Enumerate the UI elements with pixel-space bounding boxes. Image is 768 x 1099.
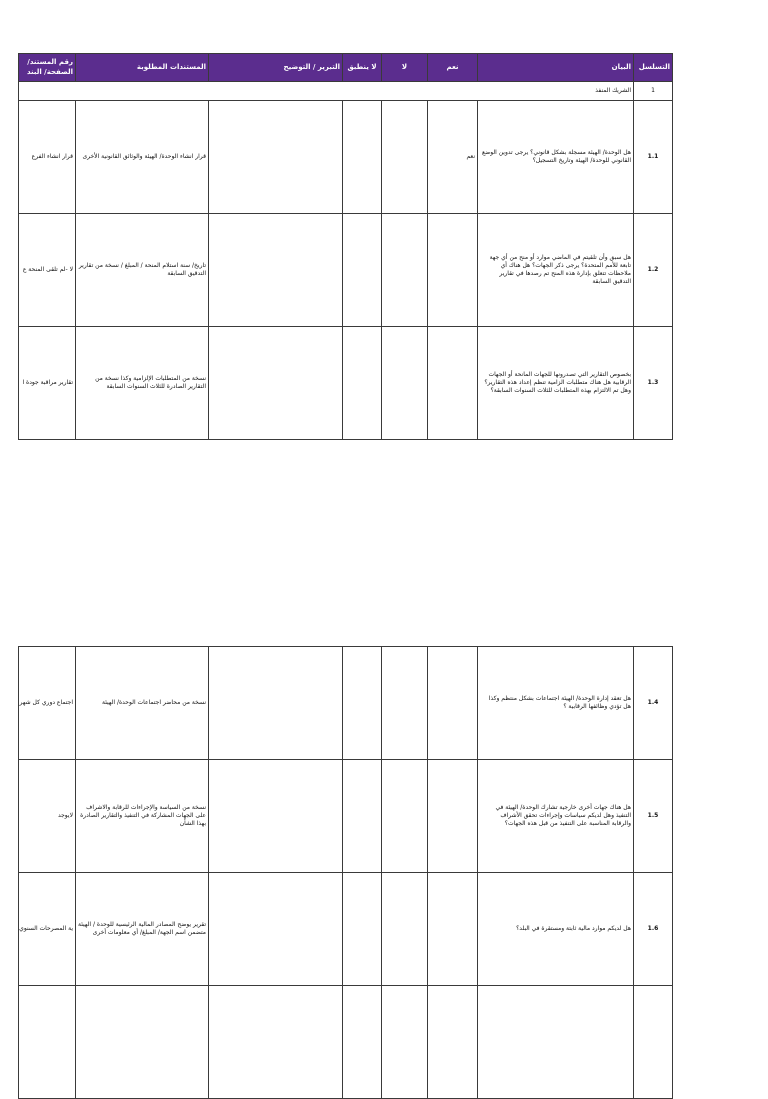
yes-cell[interactable] xyxy=(428,986,478,1099)
explain-cell[interactable] xyxy=(209,760,343,873)
no-cell[interactable] xyxy=(382,214,428,327)
serial-cell: 1.6 xyxy=(634,873,673,986)
statement-cell: هل هناك جهات أخرى خارجية تشارك الوحدة/ الهيئة في التنفيذ وهل لديكم سياسات وإجراءات تحقق الأشراف والرقابة المناسبة على التنفيذ من قبل هذه الجهات؟ xyxy=(478,760,634,873)
table-row xyxy=(19,647,673,760)
ref-cell: ية المصرحات السنوي xyxy=(19,873,76,986)
explain-cell[interactable] xyxy=(209,101,343,214)
serial-cell: 1.1 xyxy=(634,101,673,214)
col-header-yes: نعم xyxy=(428,54,478,82)
yes-cell[interactable] xyxy=(428,760,478,873)
docs-cell: تقرير يوضح المصادر المالية الرئيسية للوحدة / الهيئة متضمن اسم الجهة/ المبلغ/ أي معلومات أخرى xyxy=(76,873,209,986)
ref-cell: قرار انشاء الفرع xyxy=(19,101,76,214)
ref-cell: لايوجد xyxy=(19,760,76,873)
statement-cell: هل لديكم موارد مالية ثابتة ومستقرة في البلد؟ xyxy=(478,873,634,986)
table-row-partial xyxy=(19,986,673,1099)
docs-cell: نسخة من السياسة والإجراءات للرقابة والاشراف على الجهات المشاركة في التنفيذ والتقارير الصادرة بهذا الشأن xyxy=(76,760,209,873)
table-row xyxy=(19,873,673,986)
serial-cell xyxy=(634,986,673,1099)
yes-cell[interactable] xyxy=(428,647,478,760)
col-header-na: لا ينطبق xyxy=(343,54,382,82)
statement-cell xyxy=(478,986,634,1099)
col-header-no: لا xyxy=(382,54,428,82)
serial-cell: 1.2 xyxy=(634,214,673,327)
section-row xyxy=(19,82,673,101)
ref-cell: تقارير مراقبة جودة ا xyxy=(19,327,76,440)
no-cell[interactable] xyxy=(382,760,428,873)
section-title: الشريك المنفذ xyxy=(19,82,634,101)
na-cell[interactable] xyxy=(343,647,382,760)
statement-cell: هل تعقد إدارة الوحدة/ الهيئة اجتماعات بشكل منتظم وكذا هل تؤدي وظائفها الرقابية ؟ xyxy=(478,647,634,760)
col-header-ref: رقم المستند/ الصفحة/ البند xyxy=(19,54,76,82)
explain-cell[interactable] xyxy=(209,647,343,760)
col-header-docs: المستندات المطلوبة xyxy=(76,54,209,82)
docs-cell: نسخة من المتطلبات الإلزامية وكذا نسخة من التقارير الصادرة للثلاث السنوات السابقة xyxy=(76,327,209,440)
table-row xyxy=(19,327,673,440)
no-cell[interactable] xyxy=(382,647,428,760)
explain-cell[interactable] xyxy=(209,986,343,1099)
serial-cell: 1.4 xyxy=(634,647,673,760)
na-cell[interactable] xyxy=(343,327,382,440)
no-cell[interactable] xyxy=(382,873,428,986)
no-cell[interactable] xyxy=(382,986,428,1099)
yes-cell[interactable] xyxy=(428,873,478,986)
docs-cell: قرار انشاء الوحدة/ الهيئة والوثائق القانونية الأخرى xyxy=(76,101,209,214)
yes-cell[interactable]: نعم xyxy=(428,101,478,214)
explain-cell[interactable] xyxy=(209,214,343,327)
explain-cell[interactable] xyxy=(209,327,343,440)
col-header-serial: التسلسل xyxy=(634,54,673,82)
section-serial: 1 xyxy=(634,82,673,101)
col-header-explain: التبرير / التوضيح xyxy=(209,54,343,82)
statement-cell: هل الوحدة/ الهيئة مسجلة بشكل قانوني؟ يرجى تدوين الوضع القانوني للوحدة/ الهيئة وتاريخ التسجيل؟ xyxy=(478,101,634,214)
yes-cell[interactable] xyxy=(428,214,478,327)
docs-cell: نسخة من محاضر اجتماعات الوحدة/ الهيئة xyxy=(76,647,209,760)
na-cell[interactable] xyxy=(343,101,382,214)
docs-cell xyxy=(76,986,209,1099)
checklist-table-top xyxy=(18,53,673,440)
ref-cell xyxy=(19,986,76,1099)
statement-cell: بخصوص التقارير التي تصدرونها للجهات المانحة أو الجهات الرقابية هل هناك متطلبات الزامية تنظم إعداد هذه التقارير؟ وهل تم الالتزام بهذه المتطلبات للثلاث السنوات السابقة؟ xyxy=(478,327,634,440)
checklist-table-bottom xyxy=(18,646,673,1099)
na-cell[interactable] xyxy=(343,214,382,327)
explain-cell[interactable] xyxy=(209,873,343,986)
serial-cell: 1.3 xyxy=(634,327,673,440)
header-row xyxy=(19,54,673,82)
na-cell[interactable] xyxy=(343,986,382,1099)
no-cell[interactable] xyxy=(382,327,428,440)
serial-cell: 1.5 xyxy=(634,760,673,873)
ref-cell: اجتماع دوري كل شهر xyxy=(19,647,76,760)
col-header-statement: البيان xyxy=(478,54,634,82)
table-row xyxy=(19,101,673,214)
table-row xyxy=(19,760,673,873)
na-cell[interactable] xyxy=(343,873,382,986)
docs-cell: تاريخ/ سنة استلام المنحة / المبلغ / نسخة من تقارير التدقيق السابقة xyxy=(76,214,209,327)
na-cell[interactable] xyxy=(343,760,382,873)
statement-cell: هل سبق وأن تلقيتم في الماضي موارد أو منح من أي جهة تابعة للأمم المتحدة؟ يرجى ذكر الجهات؟ هل هناك أي ملاحظات تتعلق بإدارة هذه المنح تم رصدها في تقارير التدقيق السابقة xyxy=(478,214,634,327)
yes-cell[interactable] xyxy=(428,327,478,440)
ref-cell: لا -لم تلقى المنحة ع xyxy=(19,214,76,327)
no-cell[interactable] xyxy=(382,101,428,214)
table-row xyxy=(19,214,673,327)
